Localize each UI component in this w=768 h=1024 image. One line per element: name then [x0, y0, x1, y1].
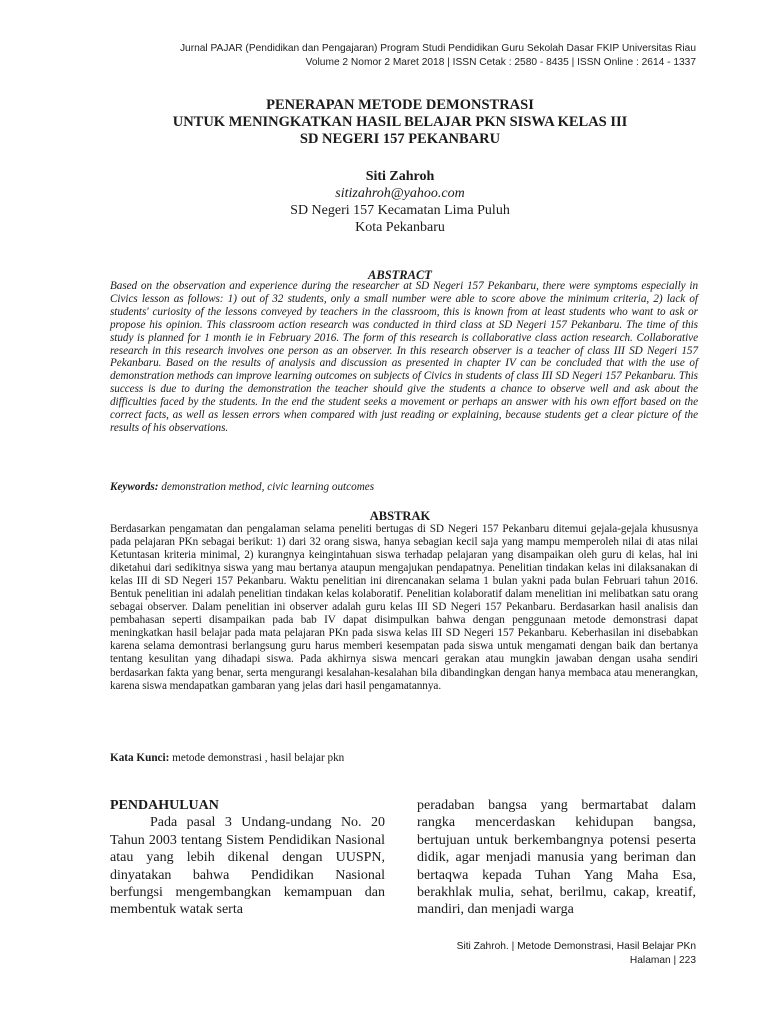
footer-page-label: Halaman | [630, 955, 679, 966]
author-affiliation-line1: SD Negeri 157 Kecamatan Lima Puluh [290, 203, 510, 218]
body-column-right [417, 797, 696, 919]
title-line2: UNTUK MENINGKATKAN HASIL BELAJAR PKN SISWA KELAS III [172, 114, 628, 130]
author-block [110, 168, 690, 236]
body-paragraph-left: Pada pasal 3 Undang-undang No. 20 Tahun 2003 tentang Sistem Pendidikan Nasional atau yang lebih dikenal dengan UUSPN, dinyatakan bahwa Pendidikan Nasional berfungsi mengembangkan kemampuan dan membentuk watak serta [110, 815, 385, 918]
author-affiliation-line2: Kota Pekanbaru [355, 220, 445, 235]
journal-header-line1: Jurnal PAJAR (Pendidikan dan Pengajaran) Program Studi Pendidikan Guru Sekolah Dasar FKIP Universitas Riau [179, 43, 696, 54]
keywords-line [110, 481, 698, 494]
keywords-text: demonstration method, civic learning outcomes [161, 481, 375, 493]
paper-title [110, 97, 690, 148]
abstrak-heading: ABSTRAK [369, 509, 431, 523]
kata-kunci-line [110, 752, 698, 765]
abstrak-text: Berdasarkan pengamatan dan pengalaman selama peneliti bertugas di SD Negeri 157 Pekanbaru ditemui gejala-gejala khususnya pada pelajaran PKn sebagai berikut: 1) dari 32 orang siswa, hanya sebagian kecil saja yang mampu memperoleh nilai di atas nilai Ketuntasan kriteria minimal, 2) kurangnya keingintahuan siswa terhadap pelajaran yang disampaikan oleh guru di kelas, hal ini diketahui dari sedikitnya siswa yang mau bertanya ataupun mengajukan pendapatnya. Penelitian tindakan kelas ini dilaksanakan di kelas III di SD Negeri 157 Pekanbaru. Waktu penelitian ini direncanakan selama 1 bulan yakni pada bulan Februari tahun 2016. Bentuk penelitian ini adalah penelitian tindakan kelas kolaboratif. Penelitian kolaboratif dalam menelitian ini melibatkan satu orang sebagai observer. Dalam penelitian ini observer adalah guru kelas III SD Negeri 157 Pekanbaru. Berdasarkan hasil analisis dan pembahasan seperti disampaikan pada bab IV dapat disimpulkan bahwa dengan penggunaan metode demonstrasi dapat meningkatkan hasil belajar pada mata pelajaran PKn pada siswa kelas III SD Negeri 157 Pekanbaru. Keberhasilan ini disebabkan karena selama demontrasi berlangsung guru harus memberi kesempatan pada siswa untuk mengamati dengan baik dan bertanya tentang kesulitan yang dihadapi siswa. Pada akhirnya siswa mencari gerakan atau mungkin jawaban dengan usaha sendiri berdasarkan fakta yang benar, serta mengurangi kesalahan-kesalahan bila dibandingkan dengan hanya membaca atau menerangkan, karena siswa mendapatkan gambaran yang jelas dari hasil pengamatannya. [110, 523, 698, 692]
footer-page-number: 223 [679, 955, 696, 966]
page-footer [296, 940, 696, 968]
title-line1: PENERAPAN METODE DEMONSTRASI [266, 97, 534, 113]
kata-kunci-text: metode demonstrasi , hasil belajar pkn [172, 752, 345, 764]
abstract-heading: ABSTRACT [368, 268, 432, 282]
footer-running-title: Siti Zahroh. | Metode Demonstrasi, Hasil Belajar PKn [456, 941, 696, 952]
footer-page-line [296, 954, 696, 968]
author-name: Siti Zahroh [365, 169, 435, 184]
body-column-left [110, 797, 385, 919]
journal-header-line2: Volume 2 Nomor 2 Maret 2018 | ISSN Cetak : 2580 - 8435 | ISSN Online : 2614 - 1337 [305, 57, 696, 68]
body-paragraph-right: peradaban bangsa yang bermartabat dalam rangka mencerdaskan kehidupan bangsa, bertujuan untuk berkembangnya potensi peserta didik, agar menjadi manusia yang beriman dan bertaqwa kepada Tuhan Yang Maha Esa, berakhlak mulia, sehat, berilmu, cakap, kreatif, mandiri, dan menjadi warga [417, 798, 696, 918]
author-email: sitizahroh@yahoo.com [335, 186, 465, 201]
kata-kunci-label: Kata Kunci: [110, 752, 170, 764]
title-line3: SD NEGERI 157 PEKANBARU [299, 131, 501, 147]
keywords-label: Keywords: [110, 481, 159, 493]
section-heading: PENDAHULUAN [110, 798, 219, 813]
journal-header [56, 42, 696, 70]
abstract-text: Based on the observation and experience during the researcher at SD Negeri 157 Pekanbaru, there were symptoms especially in Civics lesson as follows: 1) out of 32 students, only a small number were able to score above the minimum criteria, 2) lack of students' curiosity of the lessons conveyed by teachers in the classroom, this is known from at least students who want to ask or propose his opinion. This classroom action research was conducted in third class at SD Negeri 157 Pekanbaru. The time of this study is planned for 1 month ie in February 2016. The form of this research is collaborative class action research. Collaborative research in this research involves one person as an observer. In this research observer is a teacher of class III SD Negeri 157 Pekanbaru. Based on the results of analysis and discussion as presented in chapter IV can be concluded that with the use of demonstration methods can improve learning outcomes on subjects of Civics in students of class III SD Negeri 157 Pekanbaru. This success is due to during the demonstration the teacher should give the students a chance to observe well and ask about the difficulties faced by the students. In the end the student seeks a movement or perhaps an answer with his own effort based on the correct facts, as well as lessen errors when compared with just reading or explaining, because students get a clear picture of the results of his observations. [110, 280, 698, 434]
